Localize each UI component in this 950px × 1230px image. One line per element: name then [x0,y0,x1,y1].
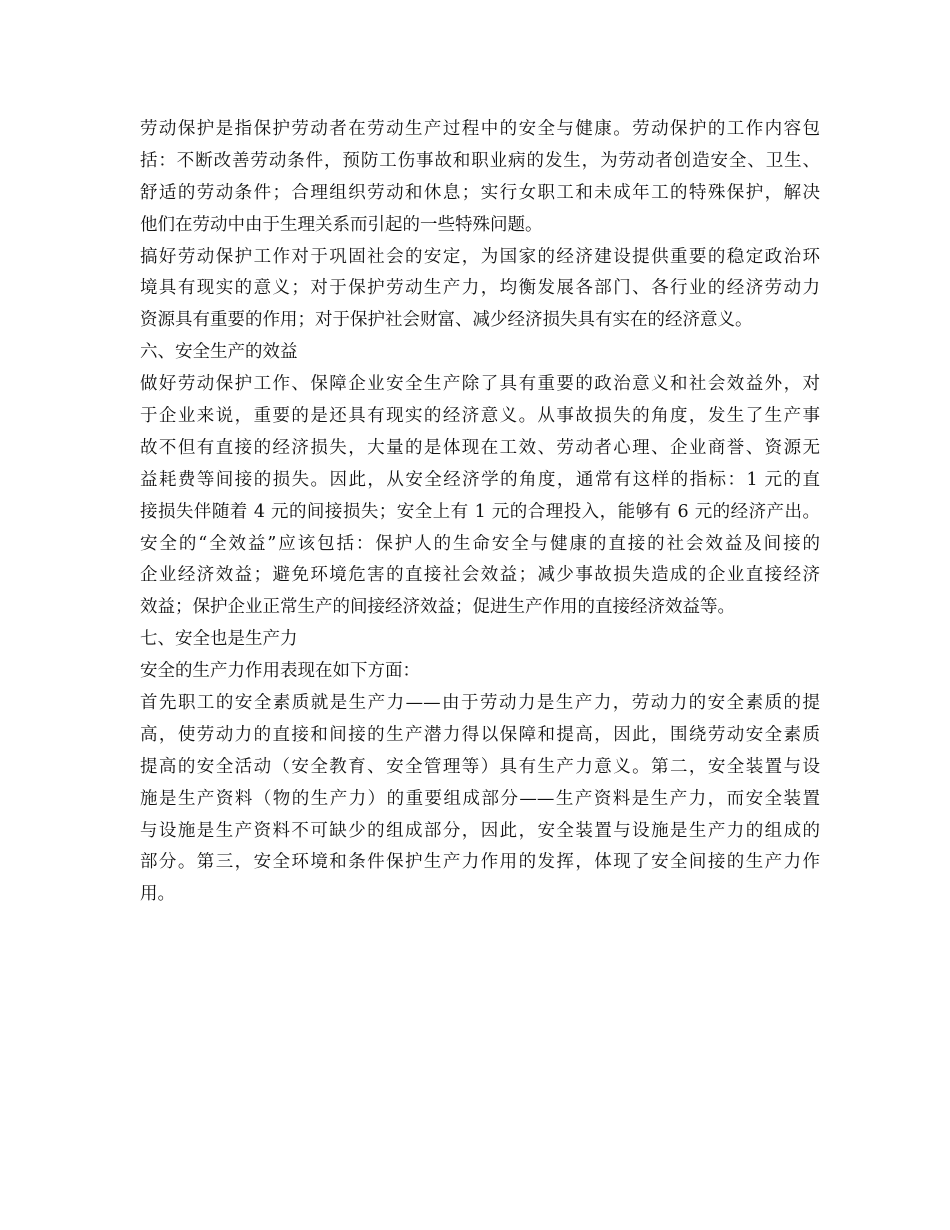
paragraph-line: 与设施是生产资料不可缺少的组成部分，因此，安全装置与设施是生产力的组成的 [140,820,820,841]
section-heading: 七、安全也是生产力 [140,629,298,650]
paragraph-line: 首先职工的安全素质就是生产力——由于劳动力是生产力，劳动力的安全素质的提 [140,693,820,714]
paragraph-line: 高，使劳动力的直接和间接的生产潜力得以保障和提高，因此，围绕劳动安全素质 [140,724,820,745]
paragraph-line: 搞好劳动保护工作对于巩固社会的安定，为国家的经济建设提供重要的稳定政治环 [140,246,820,267]
paragraph-line: 益耗费等间接的损失。因此，从安全经济学的角度，通常有这样的指标：1 元的直 [140,469,820,490]
document-body [140,114,820,911]
paragraph-line: 境具有现实的意义；对于保护劳动生产力，均衡发展各部门、各行业的经济劳动力 [140,278,820,299]
paragraph-line: 接损失伴随着 4 元的间接损失；安全上有 1 元的合理投入，能够有 6 元的经济产出。 [140,501,820,522]
paragraph-line: 安全的“全效益”应该包括：保护人的生命安全与健康的直接的社会效益及间接的 [140,533,820,554]
paragraph-line: 于企业来说，重要的是还具有现实的经济意义。从事故损失的角度，发生了生产事 [140,406,820,427]
paragraph-line: 资源具有重要的作用；对于保护社会财富、减少经济损失具有实在的经济意义。 [140,310,753,331]
paragraph-line: 故不但有直接的经济损失，大量的是体现在工效、劳动者心理、企业商誉、资源无 [140,437,820,458]
paragraph-line: 施是生产资料（物的生产力）的重要组成部分——生产资料是生产力，而安全装置 [140,788,820,809]
paragraph-line: 效益；保护企业正常生产的间接经济效益；促进生产作用的直接经济效益等。 [140,597,735,618]
paragraph-line: 括：不断改善劳动条件，预防工伤事故和职业病的发生，为劳动者创造安全、卫生、 [140,150,820,171]
paragraph-line: 做好劳动保护工作、保障企业安全生产除了具有重要的政治意义和社会效益外，对 [140,374,820,395]
paragraph-line: 企业经济效益；避免环境危害的直接社会效益；减少事故损失造成的企业直接经济 [140,565,820,586]
paragraph-line: 提高的安全活动（安全教育、安全管理等）具有生产力意义。第二，安全装置与设 [140,756,820,777]
section-heading: 六、安全生产的效益 [140,342,298,363]
paragraph-line: 部分。第三，安全环境和条件保护生产力作用的发挥，体现了安全间接的生产力作 [140,852,820,873]
paragraph-line: 他们在劳动中由于生理关系而引起的一些特殊问题。 [140,214,543,235]
paragraph-line: 劳动保护是指保护劳动者在劳动生产过程中的安全与健康。劳动保护的工作内容包 [140,119,820,139]
paragraph-line: 安全的生产力作用表现在如下方面： [140,661,420,682]
paragraph-line: 用。 [140,884,175,905]
paragraph-line: 舒适的劳动条件；合理组织劳动和休息；实行女职工和未成年工的特殊保护，解决 [140,182,820,203]
